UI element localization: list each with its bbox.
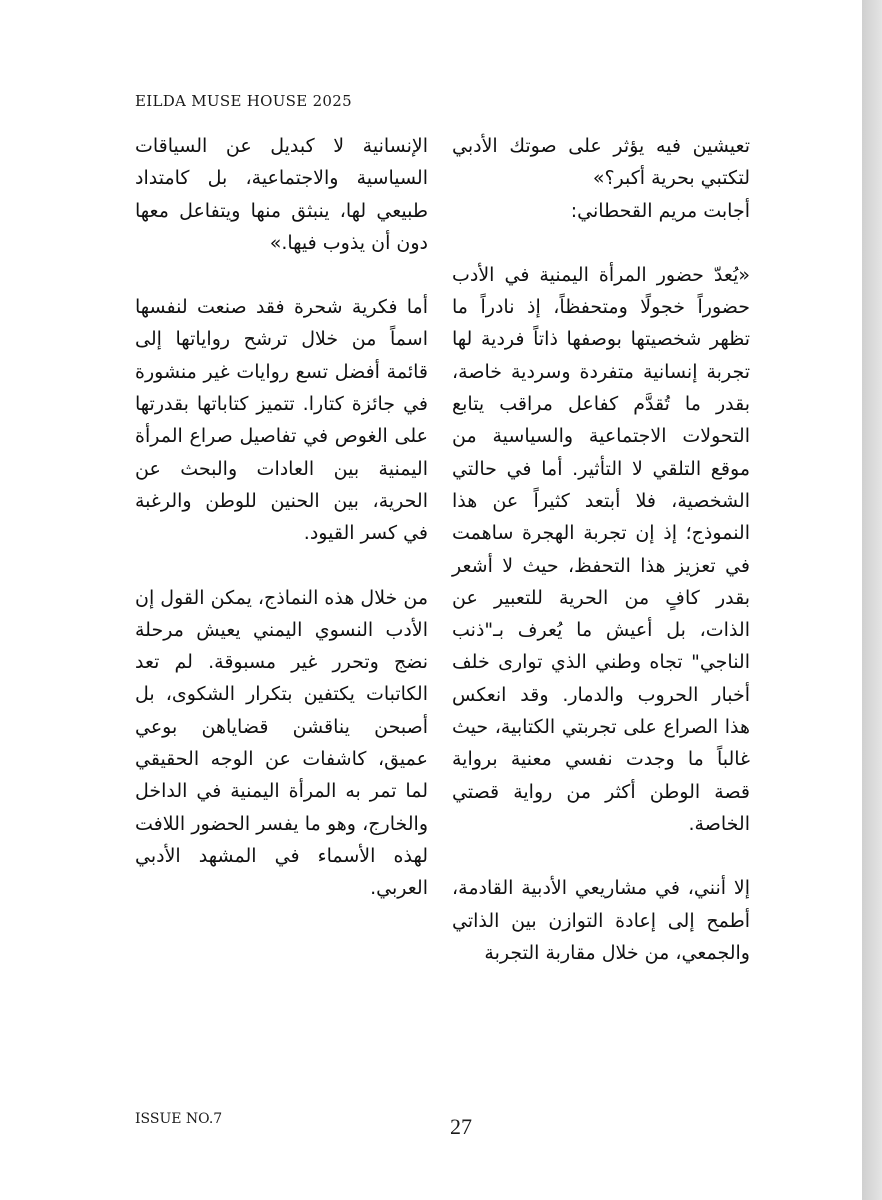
left-text-column: [135, 130, 428, 905]
page-number: 27: [450, 1114, 472, 1139]
right-paragraph-2: «يُعدّ حضور المرأة اليمنية في الأدب حضوراً خجولًا ومتحفظاً، إذ نادراً ما تظهر شخصيتها بوصفها ذاتاً فردية لها تجربة إنسانية متفردة وسردية خاصة، بقدر ما تُقدَّم كفاعل مراقب يتابع التحولات الاجتماعية والسياسية من موقع التلقي لا التأثير. أما في حالتي الشخصية، فلا أبتعد كثيراً عن هذا النموذج؛ إذ إن تجربة الهجرة ساهمت في تعزيز هذا التحفظ، حيث لا أشعر بقدر كافٍ من الحرية للتعبير عن الذات، بل أعيش ما يُعرف بـ"ذنب الناجي" تجاه وطني الذي توارى خلف أخبار الحروب والدمار. وقد انعكس هذا الصراع على تجربتي الكتابية، حيث غالباً ما وجدت نفسي معنية برواية قصة الوطن أكثر من رواية قصتي الخاصة.: [452, 263, 750, 835]
page-edge-shadow: [862, 0, 882, 1200]
page-header-title: EILDA MUSE HOUSE 2025: [135, 92, 352, 110]
left-paragraph-1: الإنسانية لا كبديل عن السياقات السياسية والاجتماعية، بل كامتداد طبيعي لها، ينبثق منها ويتفاعل معها دون أن يذوب فيها.»: [135, 135, 428, 254]
right-paragraph-1: تعيشين فيه يؤثر على صوتك الأدبي لتكتبي بحرية أكبر؟» أجابت مريم القحطاني:: [452, 135, 750, 222]
right-paragraph-3: إلا أنني، في مشاريعي الأدبية القادمة، أطمح إلى إعادة التوازن بين الذاتي والجمعي، من خلال مقاربة التجربة: [452, 877, 750, 964]
issue-label: ISSUE NO.7: [135, 1111, 223, 1127]
left-paragraph-3: من خلال هذه النماذج، يمكن القول إن الأدب النسوي اليمني يعيش مرحلة نضج وتحرر غير مسبوقة. لم تعد الكاتبات يكتفين بتكرار الشكوى، بل أصبحن يناقشن قضاياهن بوعي عميق، كاشفات عن الوجه الحقيقي لما تمر به المرأة اليمنية في الداخل والخارج، وهو ما يفسر الحضور اللافت لهذه الأسماء في المشهد الأدبي العربي.: [135, 586, 428, 900]
left-paragraph-2: أما فكرية شحرة فقد صنعت لنفسها اسماً من خلال ترشح رواياتها إلى قائمة أفضل تسع روايات غير منشورة في جائزة كتارا. تتميز كتاباتها بقدرتها على الغوص في تفاصيل صراع المرأة اليمنية بين العادات والبحث عن الحرية، بين الحنين للوطن والرغبة في كسر القيود.: [135, 296, 428, 545]
right-text-column: [452, 130, 750, 969]
